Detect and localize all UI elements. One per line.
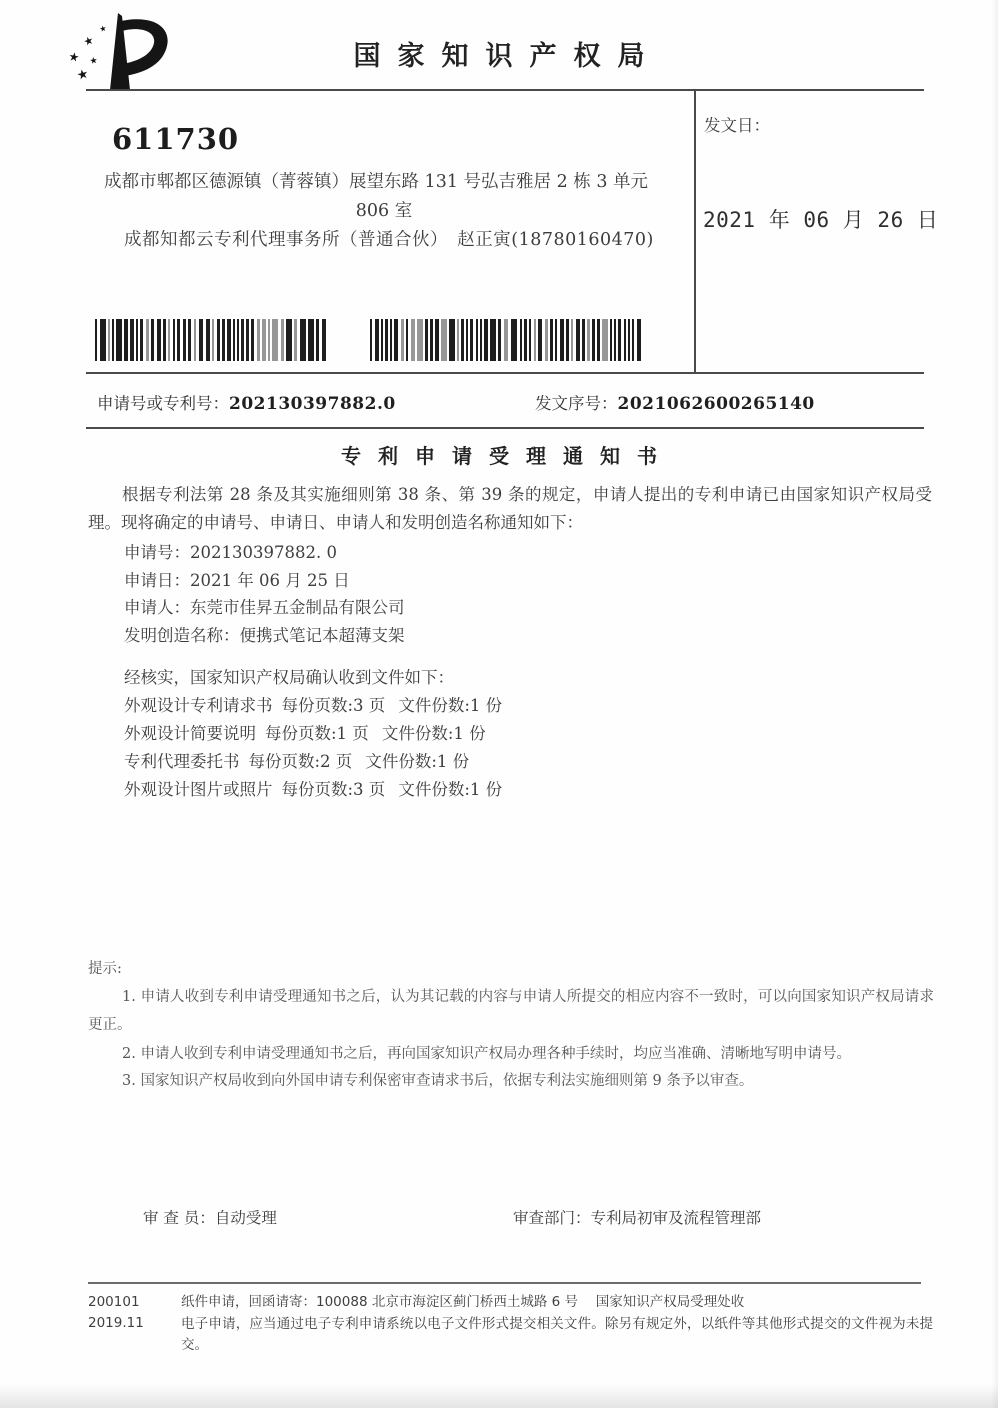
application-fields xyxy=(124,539,405,649)
ref-row-top-divider xyxy=(86,372,924,374)
recipient-agent-line: 成都知都云专利代理事务所（普通合伙） 赵正寅(18780160470) xyxy=(124,230,654,250)
tip-item-2: 2. 申请人收到专利申请受理通知书之后，再向国家知识产权局办理各种手续时，均应当准确、清晰地写明申请号。 xyxy=(122,1046,851,1062)
barcode-left xyxy=(95,319,328,361)
footer-efiling-line: 电子申请，应当通过电子专利申请系统以电子文件形式提交相关文件。除另有规定外，以纸件等其他形式提交的文件视为未提交。 xyxy=(181,1315,933,1353)
recipient-address-line1: 成都市郫都区德源镇（菁蓉镇）展望东路 131 号弘吉雅居 2 栋 3 单元 xyxy=(104,172,649,192)
recipient-address-line2: 806 室 xyxy=(355,201,413,221)
issue-date-label: 发文日： xyxy=(704,116,770,135)
svg-text:★: ★ xyxy=(75,66,91,84)
tip-item-3: 3. 国家知识产权局收到向外国申请专利保密审查请求书后，依据专利法实施细则第 9 条予以审查。 xyxy=(122,1073,754,1089)
recipient-postcode: 611730 xyxy=(112,122,240,156)
received-document-line: 外观设计简要说明 每份页数:1 页 文件份数:1 份 xyxy=(124,724,486,743)
svg-text:★: ★ xyxy=(89,55,99,67)
footer-instructions xyxy=(181,1292,933,1357)
application-number-value: 202130397882.0 xyxy=(229,394,396,414)
agency-title: 国家知识产权局 xyxy=(353,41,662,72)
field-filing-date: 申请日：2021 年 06 月 25 日 xyxy=(124,570,350,590)
received-heading: 经核实，国家知识产权局确认收到文件如下： xyxy=(124,668,454,687)
svg-text:★: ★ xyxy=(98,23,108,34)
received-document-line: 外观设计图片或照片 每份页数:3 页 文件份数:1 份 xyxy=(124,780,503,799)
field-application-number: 申请号：202130397882. 0 xyxy=(124,543,337,562)
notice-title: 专利申请受理通知书 xyxy=(341,444,674,468)
form-code-block xyxy=(88,1292,144,1334)
form-code: 200101 xyxy=(88,1294,140,1310)
form-version: 2019.11 xyxy=(88,1315,144,1331)
barcode-right xyxy=(370,319,642,361)
notice-intro-paragraph: 根据专利法第 28 条及其实施细则第 38 条、第 39 条的规定，申请人提出的专利申请已由国家知识产权局受理。现将确定的申请号、申请日、申请人和发明创造名称通知如下： xyxy=(88,485,932,532)
reference-row xyxy=(97,390,933,414)
received-documents-block xyxy=(124,664,502,804)
application-number-label: 申请号或专利号： xyxy=(97,394,229,413)
svg-text:★: ★ xyxy=(81,33,96,49)
header-divider xyxy=(86,89,924,91)
examiner-field: 审 查 员：自动受理 xyxy=(143,1209,277,1227)
department-field: 审查部门：专利局初审及流程管理部 xyxy=(513,1209,762,1227)
recipient-address-block xyxy=(104,168,664,255)
tip-item-1: 1. 申请人收到专利申请受理通知书之后，认为其记载的内容与申请人所提交的相应内容不一致时，可以向国家知识产权局请求更正。 xyxy=(88,989,934,1033)
field-applicant: 申请人：东莞市佳昇五金制品有限公司 xyxy=(124,598,405,617)
ref-row-bottom-divider xyxy=(86,427,924,429)
scan-edge-shadow-right xyxy=(991,0,998,1408)
received-document-line: 外观设计专利请求书 每份页数:3 页 文件份数:1 份 xyxy=(124,696,503,715)
scan-edge-shadow-bottom xyxy=(0,1384,998,1408)
issue-date-value: 2021 年 06 月 26 日 xyxy=(703,208,939,232)
footer-paper-line: 纸件申请，回函请寄：100088 北京市海淀区蓟门桥西土城路 6 号 国家知识产权局受理处收 xyxy=(181,1294,745,1310)
tips-label: 提示: xyxy=(88,961,122,977)
serial-number-value: 2021062600265140 xyxy=(617,394,815,414)
serial-number-label: 发文序号： xyxy=(535,394,618,413)
field-invention-title: 发明创造名称：便携式笔记本超薄支架 xyxy=(124,625,405,645)
footer-divider xyxy=(88,1282,921,1284)
received-document-line: 专利代理委托书 每份页数:2 页 文件份数:1 份 xyxy=(124,752,470,771)
issue-date-box-border xyxy=(694,89,696,374)
svg-text:★: ★ xyxy=(67,49,81,65)
